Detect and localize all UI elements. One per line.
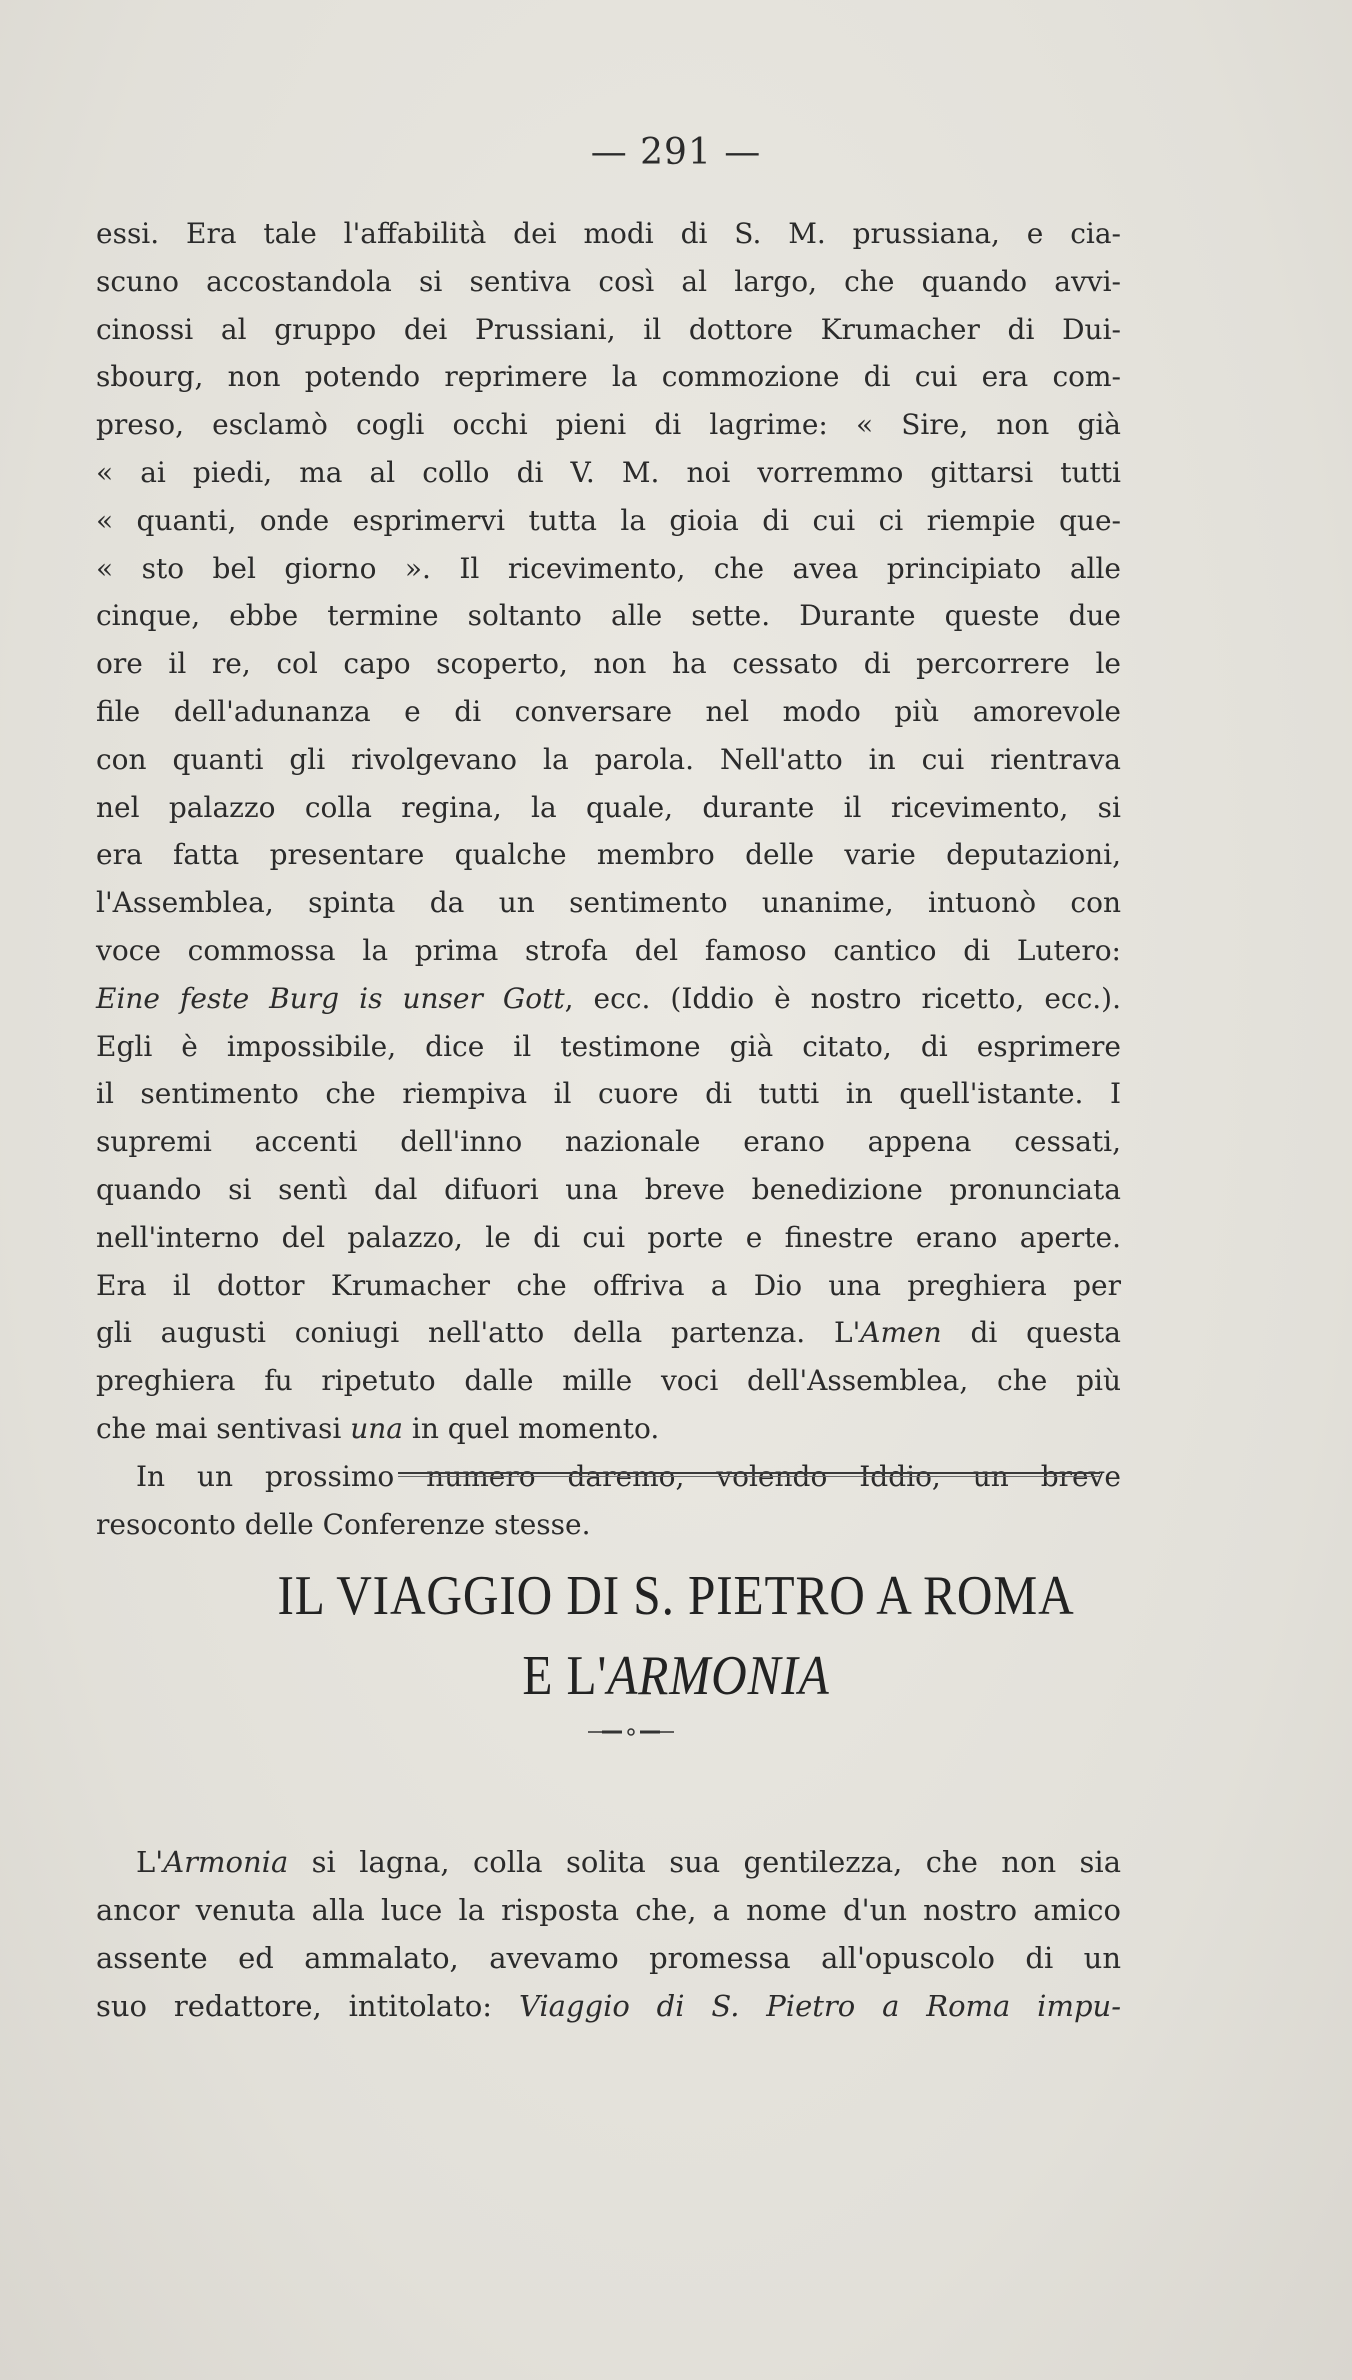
text-line: essi. Era tale l'affabilità dei modi di S. M. prussiana, e cia-: [96, 217, 1121, 250]
ornament-divider: [588, 1728, 674, 1736]
text-line: il sentimento che riempiva il cuore di tutti in quell'istante. I: [96, 1077, 1121, 1111]
text-line: [96, 1982, 1121, 2030]
section-separator: [398, 1472, 1100, 1474]
text-line: scuno accostandola si sentiva così al largo, che quando avvi-: [96, 264, 1121, 298]
text-line: « ai piedi, ma al collo di V. M. noi vorremmo gittarsi tutti: [96, 455, 1121, 489]
book-title: Viaggio di S. Pietro a Roma impu-: [518, 1989, 1121, 2023]
text-line: ore il re, col capo scoperto, non ha cessato di percorrere le: [96, 647, 1121, 681]
text-line: ancor venuta alla luce la risposta che, a nome d'un nostro amico: [96, 1893, 1121, 1927]
text-line: [96, 1309, 1121, 1357]
text-line: file dell'adunanza e di conversare nel modo più amorevole: [96, 694, 1121, 728]
text-fragment: suo redattore, intitolato:: [96, 1989, 519, 2023]
text-line: assente ed ammalato, avevamo promessa all'opuscolo di un: [96, 1941, 1121, 1975]
text-line: Egli è impossibile, dice il testimone già citato, di esprimere: [96, 1029, 1121, 1063]
article-title-line2: [81, 1644, 1271, 1708]
text-fragment: che mai sentivasi: [96, 1411, 351, 1445]
text-line: nell'interno del palazzo, le di cui porte e finestre erano aperte.: [96, 1220, 1121, 1254]
text-line: In un prossimo numero daremo, volendo Iddio, un breve: [136, 1459, 1121, 1493]
text-line: [96, 1405, 1121, 1453]
title-prefix: E L': [522, 1645, 608, 1707]
text-line: cinque, ebbe termine soltanto alle sette. Durante queste due: [96, 599, 1121, 633]
text-line: sbourg, non potendo reprimere la commozione di cui era com-: [96, 360, 1121, 394]
text-line: cinossi al gruppo dei Prussiani, il dottore Krumacher di Dui-: [96, 312, 1121, 346]
text-line: era fatta presentare qualche membro delle varie deputazioni,: [96, 838, 1121, 872]
text-line: supremi accenti dell'inno nazionale erano appena cessati,: [96, 1125, 1121, 1159]
text-line: l'Assemblea, spinta da un sentimento unanime, intuonò con: [96, 886, 1121, 920]
hymn-translation: , ecc. (Iddio è nostro ricetto, ecc.).: [564, 981, 1121, 1015]
amen-word: Amen: [860, 1316, 942, 1350]
title-italic: ARMONIA: [607, 1645, 830, 1707]
page-number: — 291 —: [590, 132, 762, 173]
article-body: [96, 1838, 1121, 2030]
text-fragment: in quel momento.: [402, 1411, 660, 1445]
text-line: nel palazzo colla regina, la quale, durante il ricevimento, si: [96, 790, 1121, 824]
text-line: voce commossa la prima strofa del famoso cantico di Lutero:: [96, 933, 1121, 967]
una-word: una: [350, 1411, 403, 1445]
text-fragment: gli augusti coniugi nell'atto della partenza. L': [96, 1316, 861, 1350]
text-line: « sto bel giorno ». Il ricevimento, che avea principiato alle: [96, 551, 1121, 585]
text-line: quando si sentì dal difuori una breve benedizione pronunciata: [96, 1172, 1121, 1206]
hymn-title: Eine feste Burg is unser Gott: [96, 981, 565, 1015]
body-text: [96, 210, 1121, 1548]
text-line: Era il dottor Krumacher che offriva a Dio una preghiera per: [96, 1268, 1121, 1302]
text-line: [96, 975, 1121, 1023]
text-fragment: si lagna, colla solita sua gentilezza, che non sia: [288, 1845, 1121, 1879]
text-line: con quanti gli rivolgevano la parola. Nell'atto in cui rientrava: [96, 742, 1121, 776]
text-fragment: L': [136, 1845, 164, 1879]
text-line: « quanti, onde esprimervi tutta la gioia di cui ci riempie que-: [96, 503, 1121, 537]
armonia-word: Armonia: [163, 1845, 289, 1879]
text-line: resoconto delle Conferenze stesse.: [96, 1507, 591, 1541]
article-title-line1: IL VIAGGIO DI S. PIETRO A ROMA: [277, 1565, 1075, 1627]
text-line: preghiera fu ripetuto dalle mille voci dell'Assemblea, che più: [96, 1364, 1121, 1398]
text-line: preso, esclamò cogli occhi pieni di lagrime: « Sire, non già: [96, 408, 1121, 442]
text-line: [96, 1838, 1121, 1886]
text-fragment: di questa: [941, 1316, 1121, 1350]
